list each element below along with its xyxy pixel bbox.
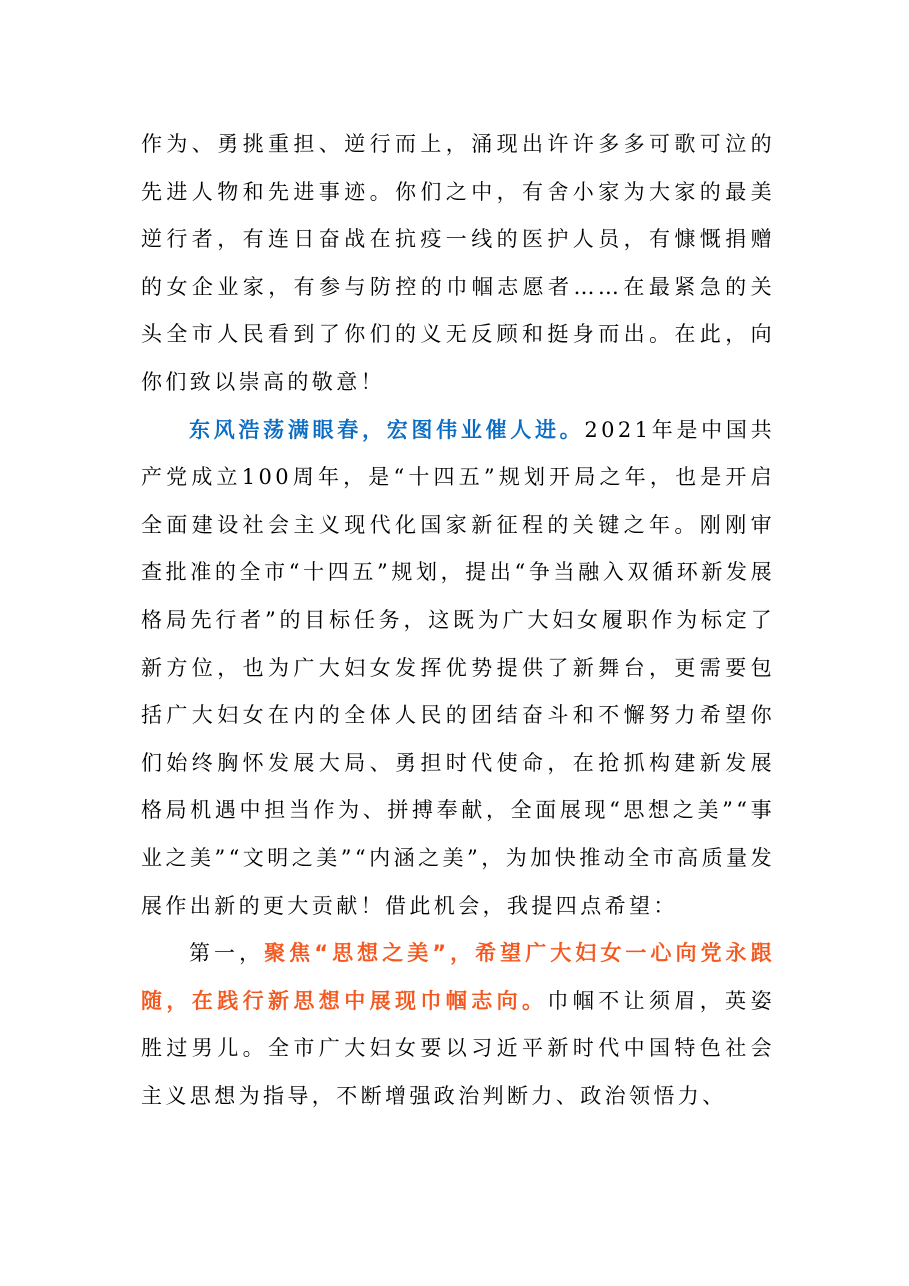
paragraph-1 [141, 121, 775, 407]
paragraph-1-text: 作为、勇挑重担、逆行而上，涌现出许许多多可歌可泣的先进人物和先进事迹。你们之中，有舍小家为大家的最美逆行者，有连日奋战在抗疫一线的医护人员，有慷慨捐赠的女企业家，有参与防控的巾帼志愿者……在最紧急的关头全市人民看到了你们的义无反顾和挺身而出。在此，向你们致以崇高的敬意！ [141, 132, 775, 394]
paragraph-2-highlight: 东风浩荡满眼春，宏图伟业催人进。 [189, 417, 585, 442]
document-body [141, 121, 775, 1120]
paragraph-2 [141, 407, 775, 931]
paragraph-3-text: 巾帼不让须眉，英姿胜过男儿。全市广大妇女要以习近平新时代中国特色社会主义思想为指导，不断增强政治判断力、政治领悟力、 [141, 988, 775, 1108]
paragraph-2-text: 2021年是中国共产党成立100周年，是“十四五”规划开局之年，也是开启全面建设社会主义现代化国家新征程的关键之年。刚刚审查批准的全市“十四五”规划，提出“争当融入双循环新发展格局先行者”的目标任务，这既为广大妇女履职作为标定了新方位，也为广大妇女发挥优势提供了新舞台，更需要包括广大妇女在内的全体人民的团结奋斗和不懈努力希望你们始终胸怀发展大局、勇担时代使命，在抢抓构建新发展格局机遇中担当作为、拼搏奉献，全面展现“思想之美”“事业之美”“文明之美”“内涵之美”，为加快推动全市高质量发展作出新的更大贡献！借此机会，我提四点希望： [141, 417, 775, 918]
paragraph-3-prefix: 第一， [189, 941, 265, 966]
paragraph-3 [141, 930, 775, 1120]
paragraph-3-highlight: 聚焦“思想之美”，希望广大妇女一心向党永跟随，在践行新思想中展现巾帼志向。 [141, 941, 775, 1013]
